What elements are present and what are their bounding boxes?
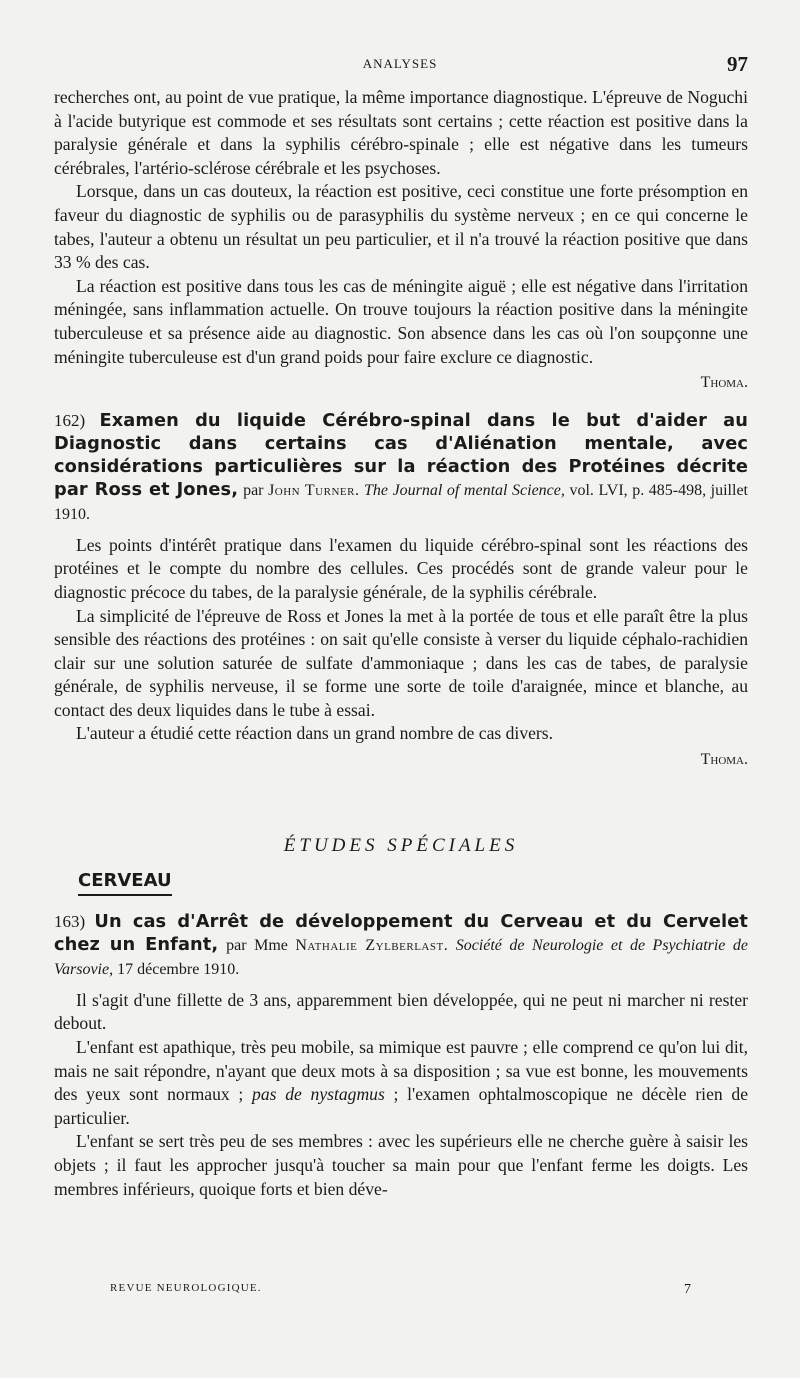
entry-number: 162) — [54, 410, 86, 430]
page-content — [54, 86, 748, 1201]
entry-number: 163) — [54, 911, 86, 931]
journal-name: The Journal of mental Science, — [364, 481, 565, 499]
text-run: ; l'examen ophtalmoscopique ne décèle rien de particulier. — [54, 1084, 749, 1128]
journal-name: Société de Neurologie et de Psychiatrie de Varsovie, — [54, 936, 749, 978]
paragraph: Les points d'intérêt pratique dans l'examen du liquide cérébro-spinal sont les réactions des protéines et le compte du nombre des cellules. Ces procédés sont de grande valeur pour le diagnostic précoce du tabes, de la paralysie générale, de la syphilis cérébrale. — [54, 534, 748, 602]
entry-title: Un cas d'Arrêt de développement du Cerveau et du Cervelet chez un Enfant, — [54, 910, 748, 955]
citation: vol. LVI, p. 485-498, juillet 1910. — [54, 481, 748, 523]
paragraph: L'auteur a étudié cette réaction dans un grand nombre de cas divers. — [76, 723, 554, 744]
paragraph: L'enfant se sert très peu de ses membres : avec les supérieurs elle ne cherche guère à saisir les objets ; il faut les approcher jusqu'à toucher sa main pour que l'enfant ferme les doigts. Les membres inférieurs, quoique forts et bien déve- — [54, 1131, 748, 1199]
paragraph: La simplicité de l'épreuve de Ross et Jones la met à la portée de tous et elle paraît être la plus sensible des réactions des protéines : on sait qu'elle consiste à verser du liquide céphalo-rachidien clair sur une solution saturée de sulfate d'ammoniaque ; dans les cas de tabes, de paralysie générale, de syphilis nerveuse, il se forme une sorte de toile d'araignée, mince et blanche, au contact des deux liquides dans le tube à essai. — [54, 605, 748, 720]
author-signature: Thoma. — [700, 751, 748, 769]
running-title: ANALYSES — [362, 56, 438, 71]
entry-body — [54, 989, 748, 1201]
author-name: Nathalie Zylberlast. — [295, 936, 449, 954]
entry-heading — [54, 409, 748, 526]
paragraph: La réaction est positive dans tous les cas de méningite aiguë ; elle est négative dans l'irritation méningée, sans inflammation actuelle. On trouve toujours la réaction positive dans la méningite tuberculeuse et sa présence aide au diagnostic. Son absence dans les cas où l'on soupçonne une méningite tuberculeuse est d'un grand poids pour faire exclure ce diagnostic. — [54, 275, 748, 367]
abstract-entry-163 — [54, 910, 748, 1201]
author-name: John Turner. — [268, 481, 360, 499]
footer-signature-mark: 7 — [684, 1282, 691, 1297]
italic-text-run: pas de nystagmus — [252, 1084, 385, 1105]
citation: 17 décembre 1910. — [117, 960, 240, 978]
abstract-entry-162 — [54, 409, 748, 772]
paragraph: Il s'agit d'une fillette de 3 ans, apparemment bien développée, qui ne peut ni marcher ni rester debout. — [54, 989, 748, 1034]
page-number: 97 — [727, 52, 748, 76]
paragraph: recherches ont, au point de vue pratique, la même importance diagnostique. L'épreuve de Noguchi à l'acide butyrique est commode et ses résultats sont certains ; cette réaction est positive dans la paralysie générale et dans la syphilis cérébro-spinale ; elle est négative dans les tumeurs cérébrales, l'artério-sclérose cérébrale et les psychoses. — [54, 87, 748, 178]
author-signature: Thoma. — [700, 374, 748, 392]
subsection-heading: CERVEAU — [78, 869, 172, 896]
section-heading: ÉTUDES SPÉCIALES — [283, 834, 519, 856]
paragraph — [54, 1036, 748, 1130]
text-run: L'enfant est apathique, très peu mobile, sa mimique est pauvre ; elle comprend ce qu'on lui dit, mais ne sait répondre, n'ayant que deux mots à sa disposition ; sa vue est bonne, les mouvements des yeux sont normaux ; — [54, 1037, 748, 1105]
paragraph: Lorsque, dans un cas douteux, la réaction est positive, ceci constitue une forte présomption en faveur du diagnostic de syphilis ou de parasyphilis du système nerveux ; en ce qui concerne le tabes, l'auteur a obtenu un résultat un peu particulier, et il n'a trouvé la réaction positive que dans 33 % des cas. — [54, 181, 748, 273]
by-word: par — [243, 481, 264, 499]
entry-title: Examen du liquide Cérébro-spinal dans le but d'aider au Diagnostic dans certains cas d'Aliénation mentale, avec considérations particulières sur la réaction des Protéines décrite par Ross et Jones, — [54, 409, 748, 500]
entry-heading — [54, 910, 748, 981]
by-word: par Mme — [226, 936, 288, 954]
footer-journal-title: REVUE NEUROLOGIQUE. — [110, 1282, 262, 1294]
entry-body — [54, 534, 748, 772]
